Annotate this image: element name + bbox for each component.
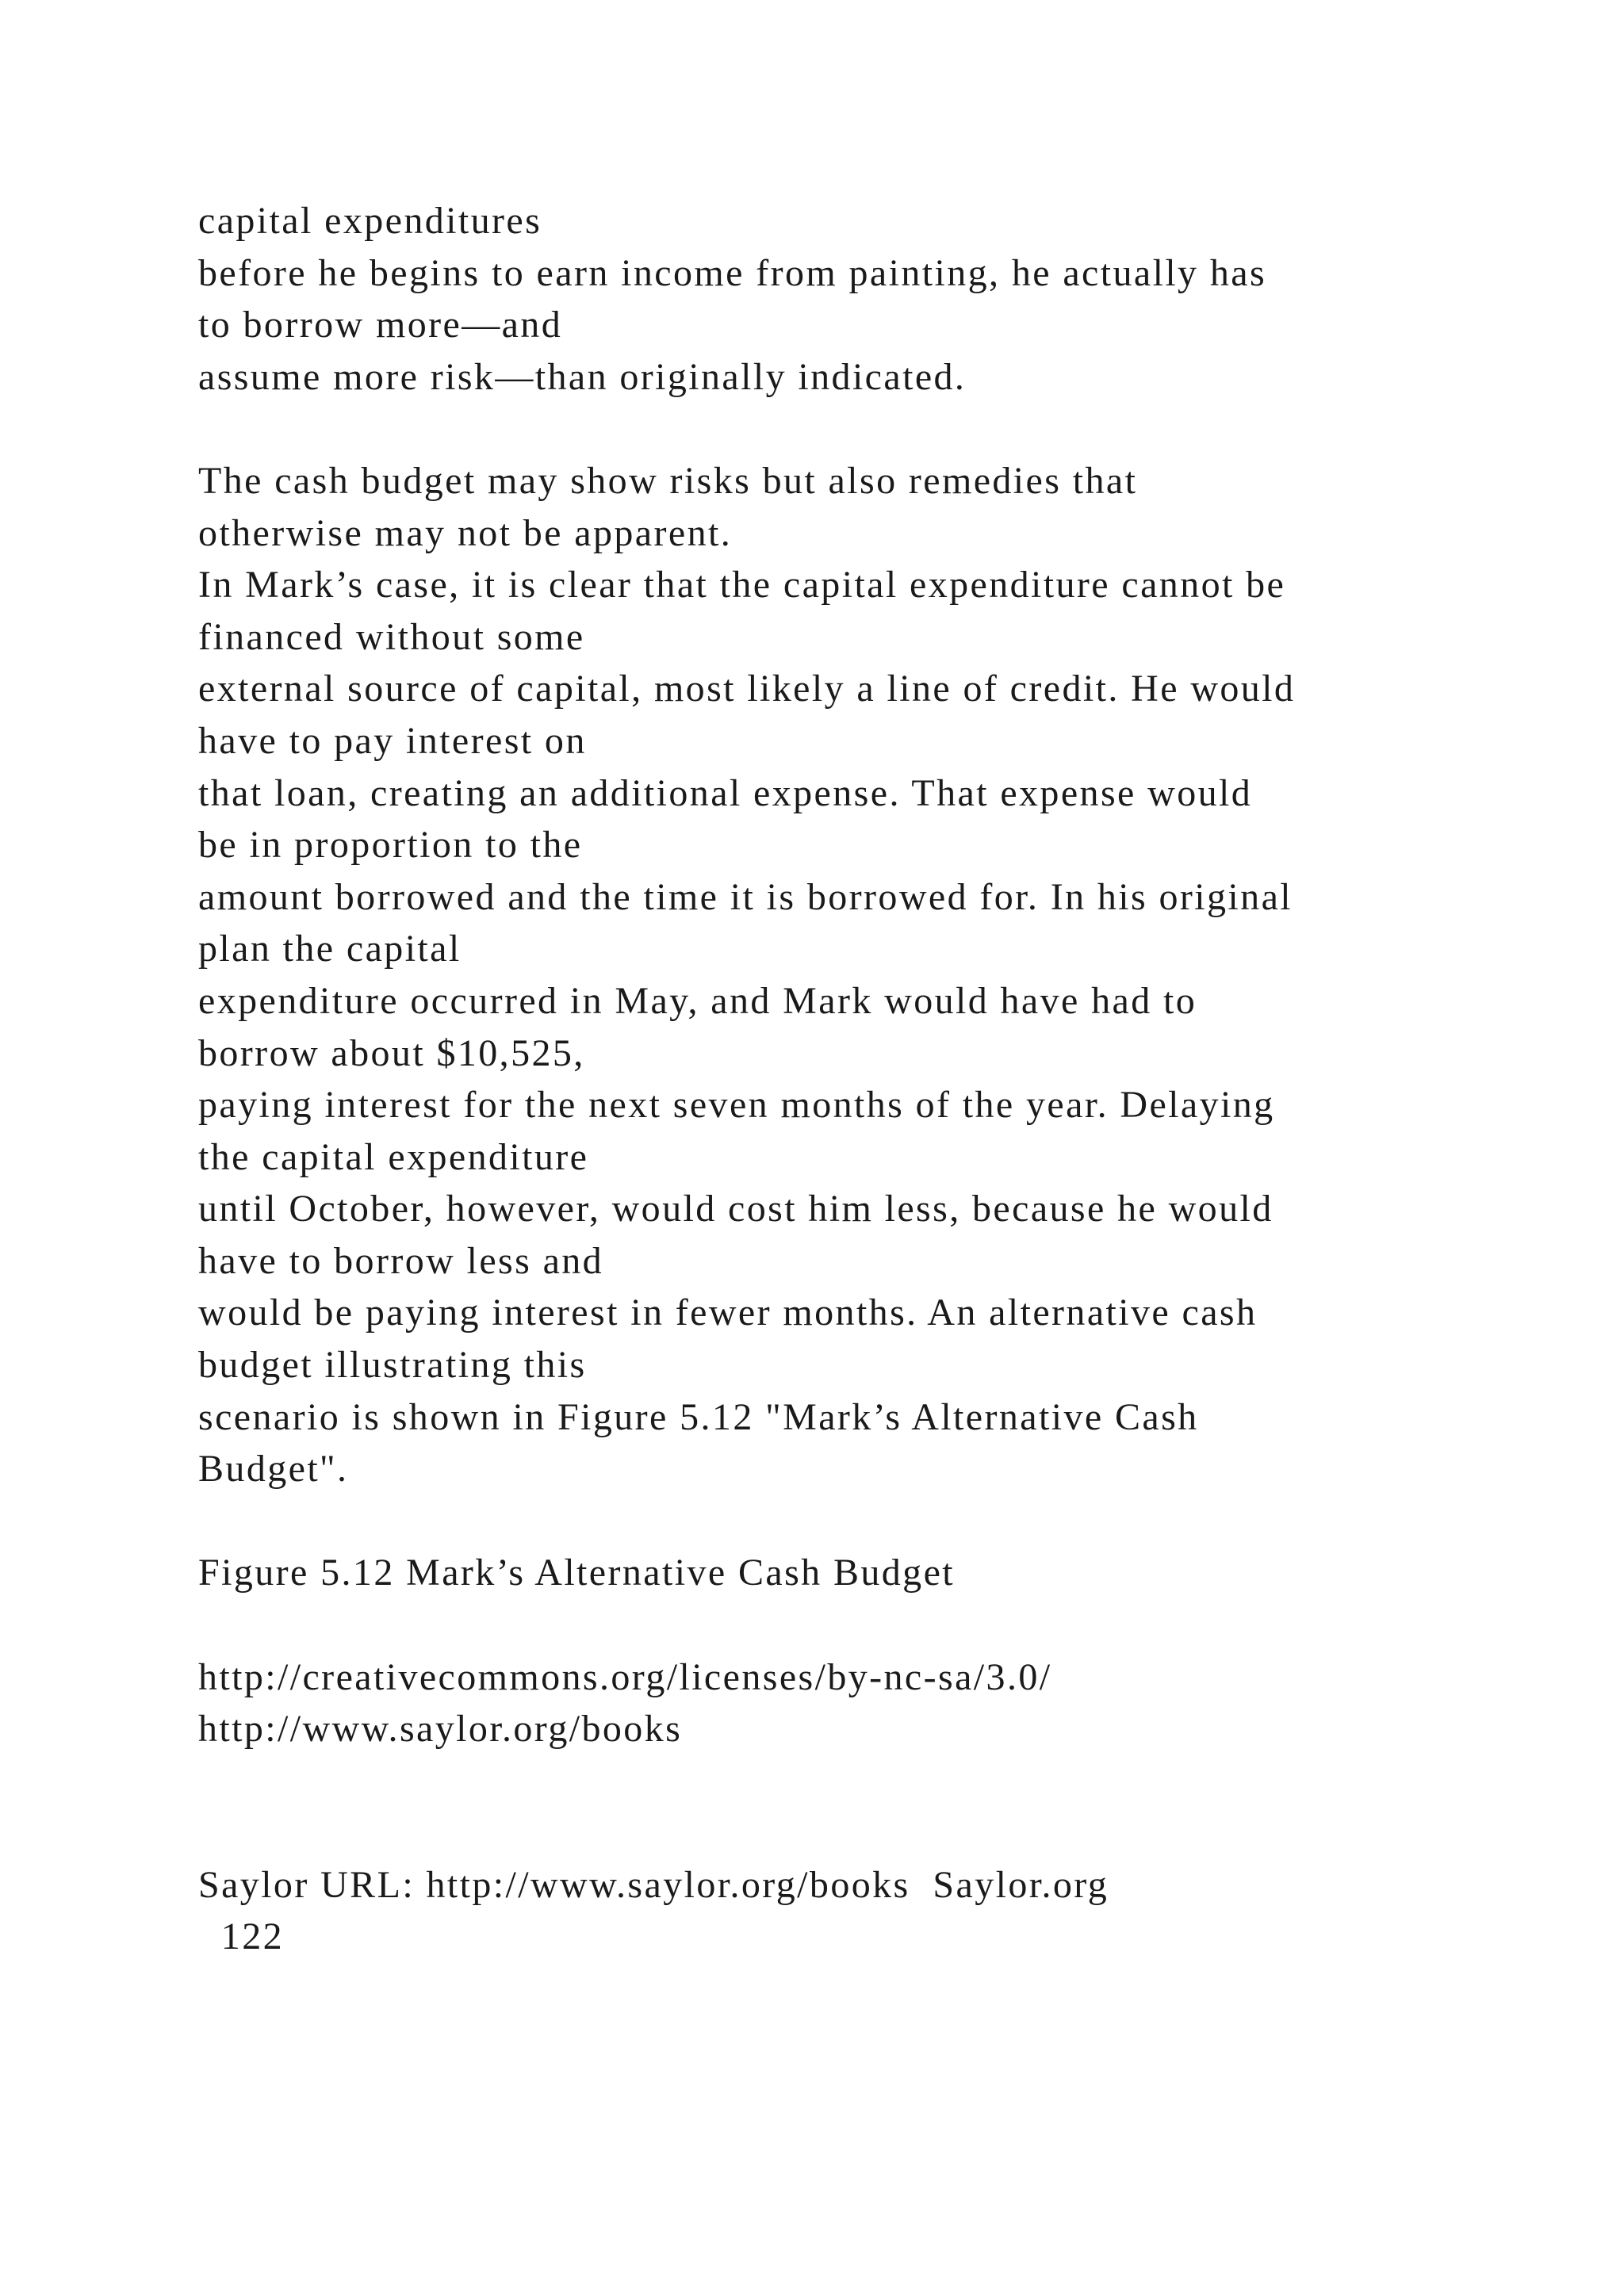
text-line: In Mark’s case, it is clear that the capital expenditure cannot be <box>198 564 1286 607</box>
text-line: budget illustrating this <box>198 1344 587 1387</box>
text-line: have to pay interest on <box>198 719 587 762</box>
text-line: plan the capital <box>198 928 462 970</box>
text-line: financed without some <box>198 615 585 658</box>
footer-source-line: Saylor URL: http://www.saylor.org/books Saylor.org <box>198 1863 1109 1906</box>
paragraph-spacer <box>198 1495 1546 1548</box>
page-number: 122 <box>198 1915 284 1958</box>
text-line: the capital expenditure <box>198 1135 589 1178</box>
text-line: have to borrow less and <box>198 1239 604 1282</box>
page-text <box>198 195 1546 1963</box>
text-line: to borrow more—and <box>198 304 563 346</box>
text-line: Budget". <box>198 1448 349 1490</box>
text-line: amount borrowed and the time it is borrowed for. In his original <box>198 875 1293 918</box>
figure-caption: Figure 5.12 Mark’s Alternative Cash Budget <box>198 1552 956 1594</box>
text-line: scenario is shown in Figure 5.12 "Mark’s Alternative Cash <box>198 1395 1199 1438</box>
paragraph-1 <box>198 195 1546 403</box>
text-line: until October, however, would cost him less, because he would <box>198 1188 1274 1230</box>
footer-spacer <box>198 1755 1546 1859</box>
paragraph-spacer <box>198 1599 1546 1651</box>
text-line: assume more risk—than originally indicated. <box>198 355 967 398</box>
license-url: http://creativecommons.org/licenses/by-nc-sa/3.0/ <box>198 1655 1052 1698</box>
text-line: capital expenditures <box>198 200 542 242</box>
text-line: be in proportion to the <box>198 824 583 867</box>
paragraph-spacer <box>198 403 1546 455</box>
text-line: The cash budget may show risks but also remedies that <box>198 459 1138 502</box>
text-line: otherwise may not be apparent. <box>198 511 733 554</box>
text-line: before he begins to earn income from painting, he actually has <box>198 251 1267 294</box>
text-line: expenditure occurred in May, and Mark would have had to <box>198 979 1197 1022</box>
books-url: http://www.saylor.org/books <box>198 1708 683 1751</box>
text-line: borrow about $10,525, <box>198 1031 585 1074</box>
paragraph-2 <box>198 455 1546 1495</box>
text-line: would be paying interest in fewer months. An alternative cash <box>198 1292 1258 1334</box>
text-line: external source of capital, most likely a line of credit. He would <box>198 668 1296 710</box>
text-line: paying interest for the next seven months of the year. Delaying <box>198 1084 1275 1127</box>
text-line: that loan, creating an additional expense. That expense would <box>198 771 1253 814</box>
